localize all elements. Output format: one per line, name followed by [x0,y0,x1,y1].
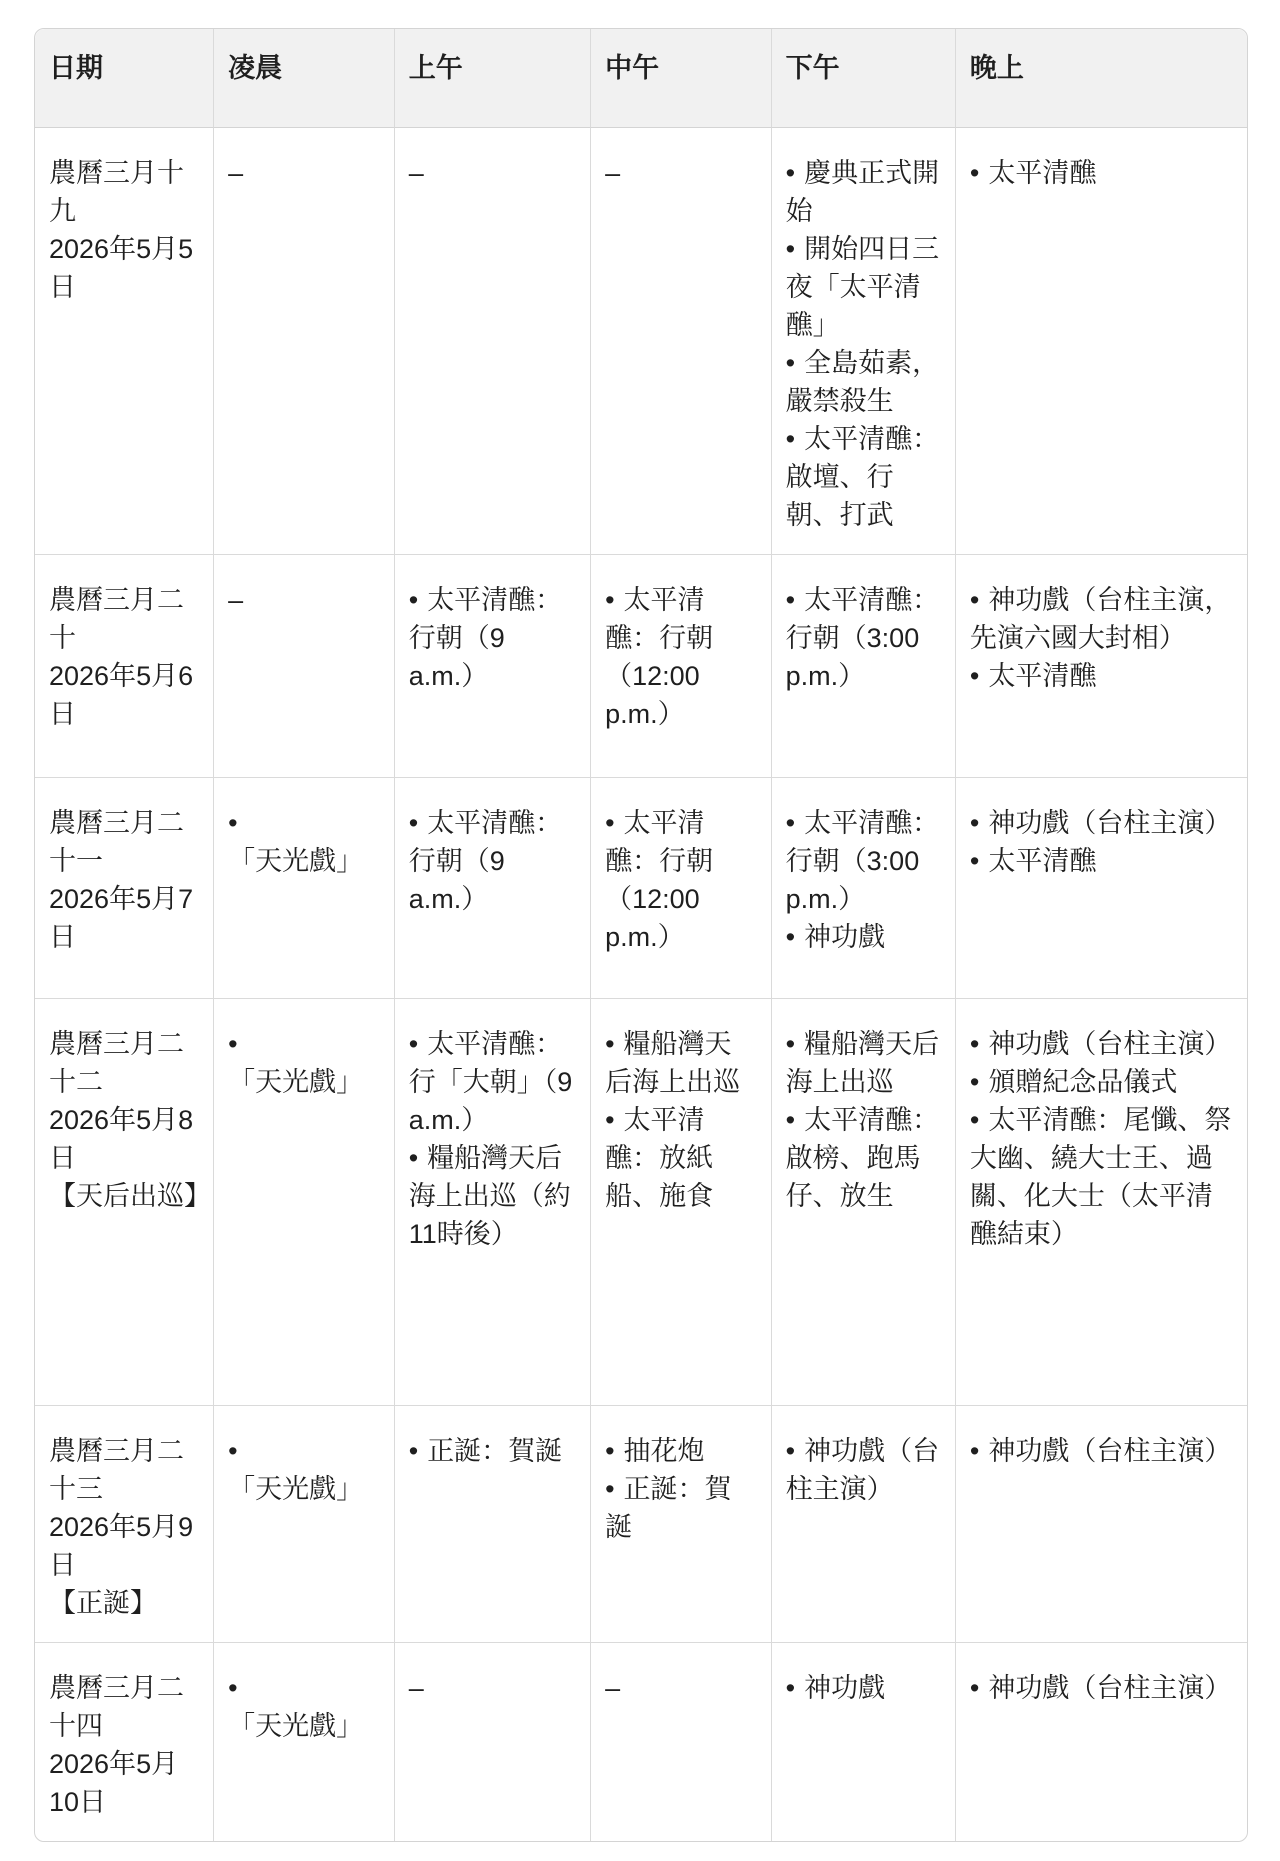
bullet-icon: • [605,1474,615,1504]
bullet-text: 正誕：賀誕 [605,1474,732,1542]
bullet-icon: • [785,234,796,264]
date-line: 2026年5月6日 [49,661,194,729]
bullet-icon: • [785,1105,796,1135]
bullet-text: 神功戲（台柱主演） [785,1436,940,1504]
bullet-text: 太平清醮 [988,846,1097,876]
bullet-item [970,1063,1233,1101]
bullet-text: 慶典正式開始 [785,158,940,226]
bullet-item [786,1669,941,1707]
schedule-cell [955,128,1247,554]
date-cell [35,998,213,1405]
date-line: 2026年5月10日 [49,1749,179,1817]
bullet-item [786,154,941,230]
bullet-item [970,804,1233,842]
bullet-text: 正誕：賀誕 [427,1436,563,1466]
schedule-body [35,128,1247,1841]
column-header-0: 日期 [35,29,213,128]
schedule-cell [213,554,394,777]
bullet-text: 太平清醮：啟壇、行朝、打武 [785,424,940,530]
bullet-text: 全島茹素，嚴禁殺生 [785,348,940,416]
bullet-icon: • [969,1067,980,1097]
bullet-icon: • [785,808,796,838]
bullet-text: 「天光戲」 [228,1067,364,1097]
bullet-item [605,581,757,733]
bullet-icon: • [969,661,980,691]
empty-dash: – [605,158,621,188]
bullet-item [228,804,380,880]
date-cell [35,128,213,554]
schedule-cell [394,777,590,998]
date-line: 2026年5月8日 [49,1105,194,1173]
bullet-item [605,1470,757,1546]
date-line: 農曆三月二十四 [49,1673,184,1741]
bullet-icon: • [408,808,419,838]
bullet-text: 太平清醮：尾懺、祭大幽、繞大士王、過關、化大士（太平清醮結束） [969,1105,1232,1249]
bullet-text: 神功戲 [804,922,886,952]
bullet-icon: • [228,1436,238,1466]
date-line: 農曆三月二十三 [49,1436,184,1504]
bullet-icon: • [785,585,796,615]
bullet-text: 糧船灣天后海上出巡 [785,1029,940,1097]
bullet-item [409,581,576,695]
bullet-icon: • [785,348,796,378]
schedule-cell [955,554,1247,777]
bullet-item [605,1025,757,1101]
bullet-item [605,1101,757,1215]
bullet-text: 太平清醮：行朝（3:00 p.m.） [785,585,940,691]
date-cell [35,1642,213,1841]
bullet-text: 開始四日三夜「太平清醮」 [785,234,940,340]
empty-dash: – [605,1673,621,1703]
schedule-row-3 [35,998,1247,1405]
bullet-icon: • [228,1029,238,1059]
bullet-text: 神功戲（台柱主演） [988,1673,1232,1703]
bullet-text: 神功戲（台柱主演） [988,1029,1232,1059]
bullet-icon: • [408,1143,419,1173]
empty-dash: – [228,158,244,188]
bullet-item [409,804,576,918]
bullet-icon: • [605,1436,615,1466]
schedule-cell [213,777,394,998]
bullet-icon: • [969,158,980,188]
bullet-icon: • [969,808,980,838]
bullet-text: 糧船灣天后海上出巡 [605,1029,741,1097]
bullet-item [786,230,941,344]
schedule-cell [213,128,394,554]
date-line: 【正誕】 [49,1588,157,1618]
bullet-icon: • [785,1029,796,1059]
bullet-text: 太平清醮：放紙船、施食 [605,1105,714,1211]
bullet-item [409,1139,576,1253]
bullet-item [970,581,1233,657]
schedule-cell [394,998,590,1405]
schedule-cell [771,554,955,777]
date-line: 【天后出巡】 [49,1181,211,1211]
bullet-text: 太平清醮 [988,661,1097,691]
date-line: 農曆三月二十一 [49,808,184,876]
schedule-cell [955,1642,1247,1841]
bullet-text: 太平清醮：行朝（12:00 p.m.） [605,808,714,952]
schedule-cell [955,1405,1247,1642]
schedule-cell [771,998,955,1405]
bullet-text: 神功戲（台柱主演） [988,1436,1232,1466]
bullet-item [786,918,941,956]
bullet-text: 太平清醮：行朝（12:00 p.m.） [605,585,714,729]
schedule-cell [394,554,590,777]
date-cell [35,554,213,777]
date-line: 2026年5月7日 [49,884,194,952]
schedule-cell [590,1405,771,1642]
empty-dash: – [408,1673,424,1703]
schedule-cell [771,1405,955,1642]
bullet-icon: • [605,1029,615,1059]
bullet-icon: • [605,808,615,838]
bullet-text: 神功戲（台柱主演） [988,808,1232,838]
bullet-item [786,344,941,420]
column-header-4: 下午 [771,29,955,128]
bullet-item [970,1432,1233,1470]
schedule-cell [955,998,1247,1405]
bullet-item [228,1669,380,1745]
bullet-icon: • [785,1436,796,1466]
bullet-item [409,1025,576,1139]
bullet-item [970,657,1233,695]
bullet-icon: • [785,1673,796,1703]
schedule-cell [213,998,394,1405]
bullet-text: 太平清醮：行朝（3:00 p.m.） [785,808,940,914]
bullet-text: 抽花炮 [623,1436,705,1466]
bullet-item [970,1025,1233,1063]
bullet-icon: • [969,1673,980,1703]
bullet-icon: • [408,1436,419,1466]
schedule-cell [590,998,771,1405]
bullet-text: 太平清醮：行朝（9 a.m.） [408,808,563,914]
empty-dash: – [408,158,424,188]
bullet-icon: • [969,1029,980,1059]
bullet-item [786,1025,941,1101]
schedule-row-1 [35,554,1247,777]
bullet-icon: • [969,585,980,615]
schedule-cell [394,1405,590,1642]
schedule-cell [771,1642,955,1841]
date-line: 農曆三月二十 [49,585,184,653]
date-line: 農曆三月二十二 [49,1029,184,1097]
bullet-icon: • [969,1105,980,1135]
date-cell [35,777,213,998]
festival-schedule-table [34,28,1248,1842]
bullet-icon: • [605,585,615,615]
bullet-icon: • [408,585,419,615]
header-row [35,29,1247,128]
bullet-text: 太平清醮：行朝（9 a.m.） [408,585,563,691]
bullet-text: 糧船灣天后海上出巡（約11時後） [408,1143,571,1249]
empty-dash: – [228,585,244,615]
column-header-3: 中午 [590,29,771,128]
bullet-item [605,804,757,956]
bullet-item [786,804,941,918]
bullet-text: 「天光戲」 [228,1711,364,1741]
schedule-cell [771,128,955,554]
schedule-row-5 [35,1642,1247,1841]
bullet-icon: • [228,1673,238,1703]
date-line: 2026年5月9日 [49,1512,194,1580]
bullet-text: 「天光戲」 [228,846,364,876]
schedule-cell [955,777,1247,998]
schedule-cell [213,1405,394,1642]
column-header-1: 凌晨 [213,29,394,128]
bullet-item [970,154,1233,192]
schedule-cell [590,128,771,554]
date-line: 農曆三月十九 [49,158,184,226]
schedule-cell [394,128,590,554]
date-line: 2026年5月5日 [49,234,194,302]
bullet-item [228,1025,380,1101]
date-cell [35,1405,213,1642]
bullet-text: 太平清醮：行「大朝」（9 a.m.） [408,1029,573,1135]
bullet-item [970,1669,1233,1707]
bullet-icon: • [785,424,796,454]
schedule-cell [213,1642,394,1841]
bullet-item [786,420,941,534]
bullet-item [605,1432,757,1470]
bullet-icon: • [228,808,238,838]
schedule-cell [771,777,955,998]
bullet-text: 神功戲 [804,1673,886,1703]
bullet-text: 「天光戲」 [228,1474,364,1504]
bullet-item [786,581,941,695]
bullet-item [970,1101,1233,1253]
column-header-5: 晚上 [955,29,1247,128]
schedule-cell [590,777,771,998]
bullet-text: 太平清醮 [988,158,1097,188]
bullet-item [786,1101,941,1215]
schedule-row-2 [35,777,1247,998]
schedule-row-4 [35,1405,1247,1642]
bullet-icon: • [408,1029,419,1059]
bullet-text: 太平清醮：啟榜、跑馬仔、放生 [785,1105,940,1211]
bullet-text: 神功戲（台柱主演，先演六國大封相） [969,585,1232,653]
bullet-text: 頒贈紀念品儀式 [988,1067,1178,1097]
bullet-item [228,1432,380,1508]
schedule-cell [394,1642,590,1841]
bullet-icon: • [785,158,796,188]
bullet-item [786,1432,941,1508]
schedule-cell [590,554,771,777]
schedule-cell [590,1642,771,1841]
bullet-icon: • [605,1105,615,1135]
column-header-2: 上午 [394,29,590,128]
bullet-icon: • [969,1436,980,1466]
bullet-icon: • [785,922,796,952]
bullet-item [409,1432,576,1470]
bullet-item [970,842,1233,880]
schedule-row-0 [35,128,1247,554]
bullet-icon: • [969,846,980,876]
